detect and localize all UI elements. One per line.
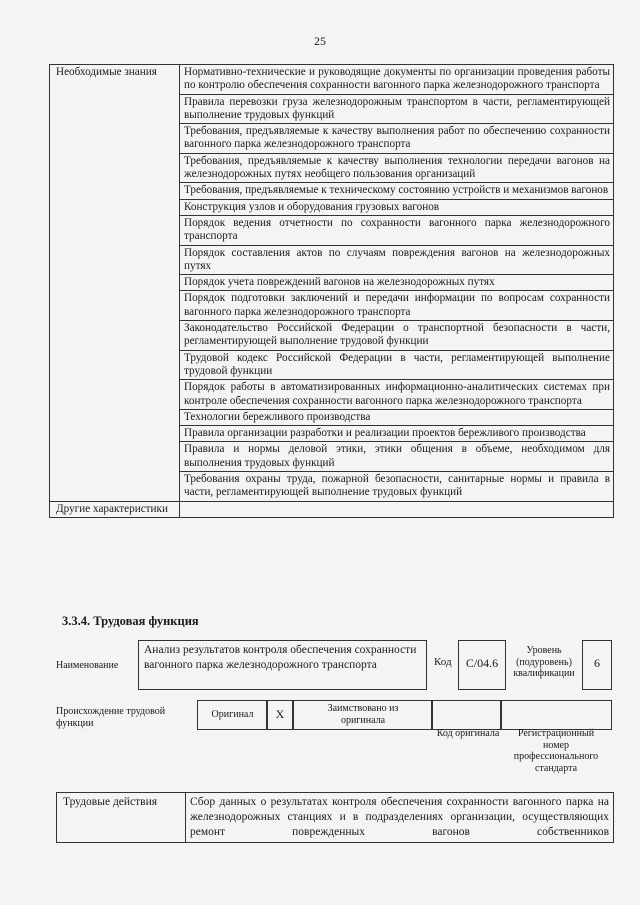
code-label: Код <box>434 656 452 668</box>
required-knowledge-table <box>49 64 614 518</box>
knowledge-item: Порядок учета повреждений вагонов на железнодорожных путях <box>180 275 614 291</box>
knowledge-row <box>50 65 614 95</box>
origin-label: Происхождение трудовой функции <box>56 706 166 729</box>
borrowed-box <box>292 700 433 730</box>
labor-actions-text: Сбор данных о результатах контроля обеспечения сохранности вагонного парка на железнодорожных станциях и в подразделениях организации, осуществляющих ремонт поврежденных вагонов собственников <box>186 793 614 843</box>
level-box <box>582 640 612 690</box>
other-characteristics-value <box>180 501 614 517</box>
page-number: 25 <box>314 34 326 48</box>
code-box <box>458 640 506 690</box>
function-name-box <box>138 640 427 690</box>
name-label: Наименование <box>56 660 119 671</box>
labor-actions-row <box>57 793 614 843</box>
knowledge-item: Порядок работы в автоматизированных информационно-аналитических системах при контроле обеспечения сохранности вагонного парка железнодорожного транспорта <box>180 380 614 410</box>
function-name-value: Анализ результатов контроля обеспечения сохранности вагонного парка железнодорожного транспорта <box>144 644 417 671</box>
knowledge-item: Порядок составления актов по случаям повреждения вагонов на железнодорожных путях <box>180 245 614 275</box>
knowledge-item: Правила организации разработки и реализации проектов бережливого производства <box>180 426 614 442</box>
knowledge-item: Порядок подготовки заключений и передачи информации по вопросам сохранности вагонного парка железнодорожного транспорта <box>180 291 614 321</box>
reg-number-caption: Регистрационный номер профессионального стандарта <box>513 728 599 774</box>
knowledge-item: Конструкция узлов и оборудования грузовых вагонов <box>180 199 614 215</box>
original-mark: X <box>275 707 285 721</box>
knowledge-head: Необходимые знания <box>50 65 180 502</box>
labor-actions-head: Трудовые действия <box>57 793 186 843</box>
knowledge-item: Технологии бережливого производства <box>180 409 614 425</box>
original-box <box>197 700 268 730</box>
other-characteristics-head: Другие характеристики <box>50 501 180 517</box>
labor-actions-table <box>56 792 614 843</box>
knowledge-item: Требования, предъявляемые к качеству выполнения работ по обеспечению сохранности вагонного парка железнодорожного транспорта <box>180 124 614 154</box>
knowledge-item: Правила и нормы деловой этики, этики общения в объеме, необходимом для выполнения трудовых функций <box>180 442 614 472</box>
knowledge-item: Порядок ведения отчетности по сохранности вагонного парка железнодорожного транспорта <box>180 215 614 245</box>
knowledge-item: Требования охраны труда, пожарной безопасности, санитарные нормы и правила в части, регламентирующей выполнение трудовых функций <box>180 472 614 502</box>
knowledge-item: Нормативно-технические и руководящие документы по организации проведения работы по контролю обеспечения сохранности вагонного парка железнодорожного транспорта <box>180 65 614 95</box>
origin-code-box <box>431 700 502 730</box>
reg-number-box <box>500 700 612 730</box>
original-mark-box <box>266 700 294 730</box>
knowledge-table-body <box>50 65 614 518</box>
knowledge-item: Правила перевозки груза железнодорожным транспортом в части, регламентирующей выполнение трудовых функций <box>180 94 614 124</box>
origin-code-caption: Код оригинала <box>436 728 500 739</box>
other-characteristics-row <box>50 501 614 517</box>
borrowed-label: Заимствовано из оригинала <box>327 703 399 726</box>
knowledge-item: Законодательство Российской Федерации о транспортной безопасности в части, регламентирующей выполнение трудовой функции <box>180 321 614 351</box>
knowledge-item: Требования, предъявляемые к техническому состоянию устройств и механизмов вагонов <box>180 183 614 199</box>
code-value: С/04.6 <box>465 656 499 670</box>
level-value: 6 <box>594 656 600 670</box>
knowledge-item: Требования, предъявляемые к качеству выполнения технологии передачи вагонов на железнодорожных путях необщего пользования организаций <box>180 153 614 183</box>
knowledge-item: Трудовой кодекс Российской Федерации в части, регламентирующей выполнение трудовой функции <box>180 350 614 380</box>
level-label: Уровень (подуровень) квалификации <box>513 645 575 679</box>
section-title: 3.3.4. Трудовая функция <box>62 614 199 628</box>
original-label: Оригинал <box>211 709 254 720</box>
